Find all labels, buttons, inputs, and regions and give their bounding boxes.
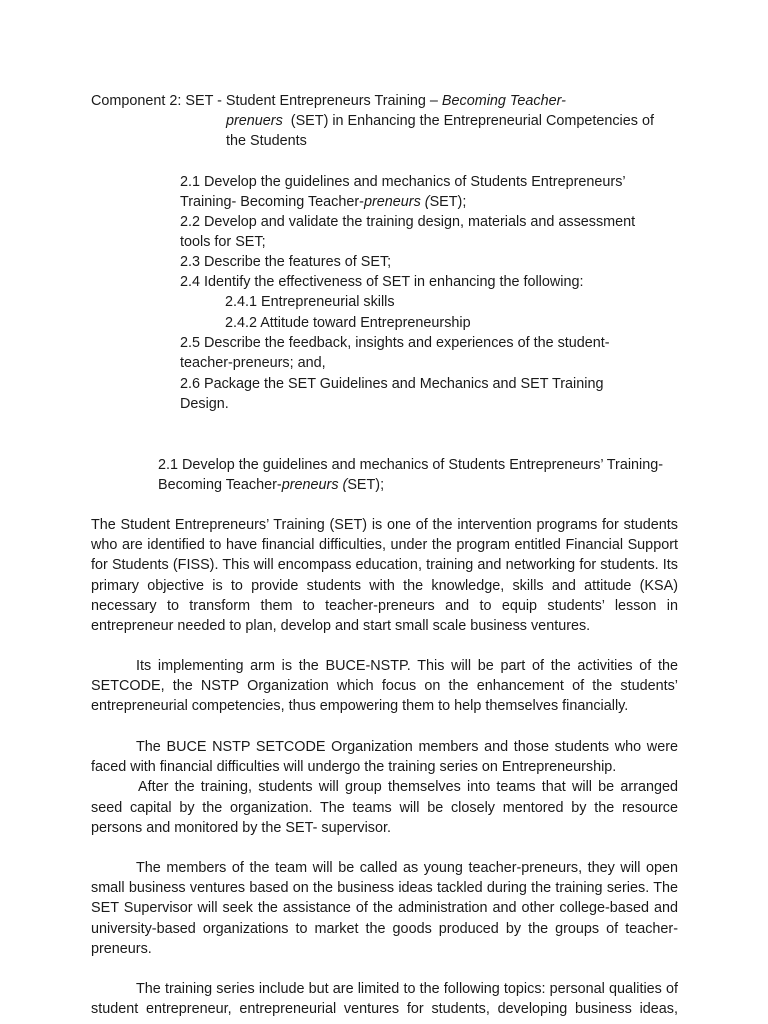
objective-2-1-line-2-pre: Training- Becoming Teacher-	[180, 194, 364, 210]
paragraph-line: who are identified to have financial difficulties, under the program entitled Financial Support	[91, 537, 678, 554]
objective-2-3: 2.3 Describe the features of SET;	[180, 254, 392, 270]
objective-2-5-line-2: teacher-preneurs; and,	[180, 355, 326, 371]
paragraph-line: student entrepreneur, entrepreneurial ventures for students, developing business ideas,	[91, 1001, 678, 1018]
paragraph-2	[91, 656, 678, 717]
paragraph-3	[91, 737, 678, 838]
objective-2-1-line-1: 2.1 Develop the guidelines and mechanics of Students Entrepreneurs’	[180, 174, 626, 190]
objective-2-6-line-1: 2.6 Package the SET Guidelines and Mechanics and SET Training	[180, 376, 604, 392]
objective-2-1-line-2	[180, 192, 466, 212]
section-title-line-2	[158, 475, 384, 495]
section-title-line-1: 2.1 Develop the guidelines and mechanics of Students Entrepreneurs’ Training-	[158, 457, 664, 473]
paragraph-line: The training series include but are limited to the following topics: personal qualities of	[136, 981, 678, 997]
paragraph-1	[91, 515, 678, 636]
objective-2-1-line-2-post: SET);	[429, 194, 467, 210]
paragraph-line: SET Supervisor will seek the assistance of the administration and other college-based and	[91, 900, 678, 917]
paragraph-line: entrepreneurial competencies, thus empowering them to help themselves financially.	[91, 698, 629, 715]
paragraph-line: Its implementing arm is the BUCE-NSTP. This will be part of the activities of the	[136, 658, 678, 674]
paragraph-line: for Students (FISS). This will encompass education, training and networking for students. Its	[91, 557, 678, 574]
section-title-line-2-italic: preneurs (	[281, 477, 348, 493]
paragraph-line: After the training, students will group themselves into teams that will be arranged	[138, 779, 678, 796]
section-title-line-2-pre: Becoming Teacher-	[158, 477, 282, 493]
component-heading-line-3: the Students	[226, 133, 307, 149]
objective-2-4-2: 2.4.2 Attitude toward Entrepreneurship	[225, 315, 471, 331]
paragraph-line: preneurs.	[91, 940, 152, 957]
objective-2-2-line-1: 2.2 Develop and validate the training design, materials and assessment	[180, 214, 636, 230]
paragraph-5	[91, 979, 678, 1019]
objective-2-6-line-2: Design.	[180, 396, 229, 412]
paragraph-line: The members of the team will be called as young teacher-preneurs, they will open	[136, 860, 678, 876]
paragraph-line: The BUCE NSTP SETCODE Organization members and those students who were	[136, 739, 678, 755]
objective-2-5-line-1: 2.5 Describe the feedback, insights and experiences of the student-	[180, 335, 610, 351]
paragraph-line: seed capital by the organization. The teams will be closely mentored by the resource	[91, 799, 678, 816]
section-title-line-2-post: SET);	[347, 477, 385, 493]
objective-2-4: 2.4 Identify the effectiveness of SET in enhancing the following:	[180, 274, 584, 290]
objective-2-1-line-2-italic: preneurs (	[363, 194, 430, 210]
paragraph-line: The Student Entrepreneurs’ Training (SET) is one of the intervention programs for students	[91, 517, 678, 533]
objective-2-2-line-2: tools for SET;	[180, 234, 266, 250]
objective-2-4-1: 2.4.1 Entrepreneurial skills	[225, 294, 395, 310]
paragraph-line: SETCODE, the NSTP Organization which focus on the enhancement of the students’	[91, 678, 678, 695]
paragraph-line: entrepreneur needed to plan, develop and start small scale business ventures.	[91, 618, 591, 635]
component-heading-italic-1: Becoming Teacher-	[441, 93, 566, 109]
paragraph-line: small business ventures based on the business ideas tackled during the training series. The	[91, 880, 678, 897]
paragraph-4	[91, 858, 678, 959]
paragraph-line: faced with financial difficulties will undergo the training series on Entrepreneurship.	[91, 759, 617, 776]
paragraph-line: necessary to transform them to teacher-preneurs and to equip students’ lesson in	[91, 597, 678, 614]
paragraph-line: persons and monitored by the SET- supervisor.	[91, 819, 391, 836]
component-heading-italic-2: prenuers	[226, 113, 283, 129]
component-heading-line-2	[226, 111, 654, 131]
paragraph-line: university-based organizations to market the goods produced by the groups of teacher-	[91, 920, 678, 937]
component-heading-prefix: Component 2: SET - Student Entrepreneurs Training –	[91, 93, 442, 109]
paragraph-line: primary objective is to provide students with the knowledge, skills and attitude (KSA)	[91, 577, 678, 594]
component-heading-line-2-rest: (SET) in Enhancing the Entrepreneurial Competencies of	[282, 113, 654, 129]
component-heading-line-1	[91, 91, 566, 111]
